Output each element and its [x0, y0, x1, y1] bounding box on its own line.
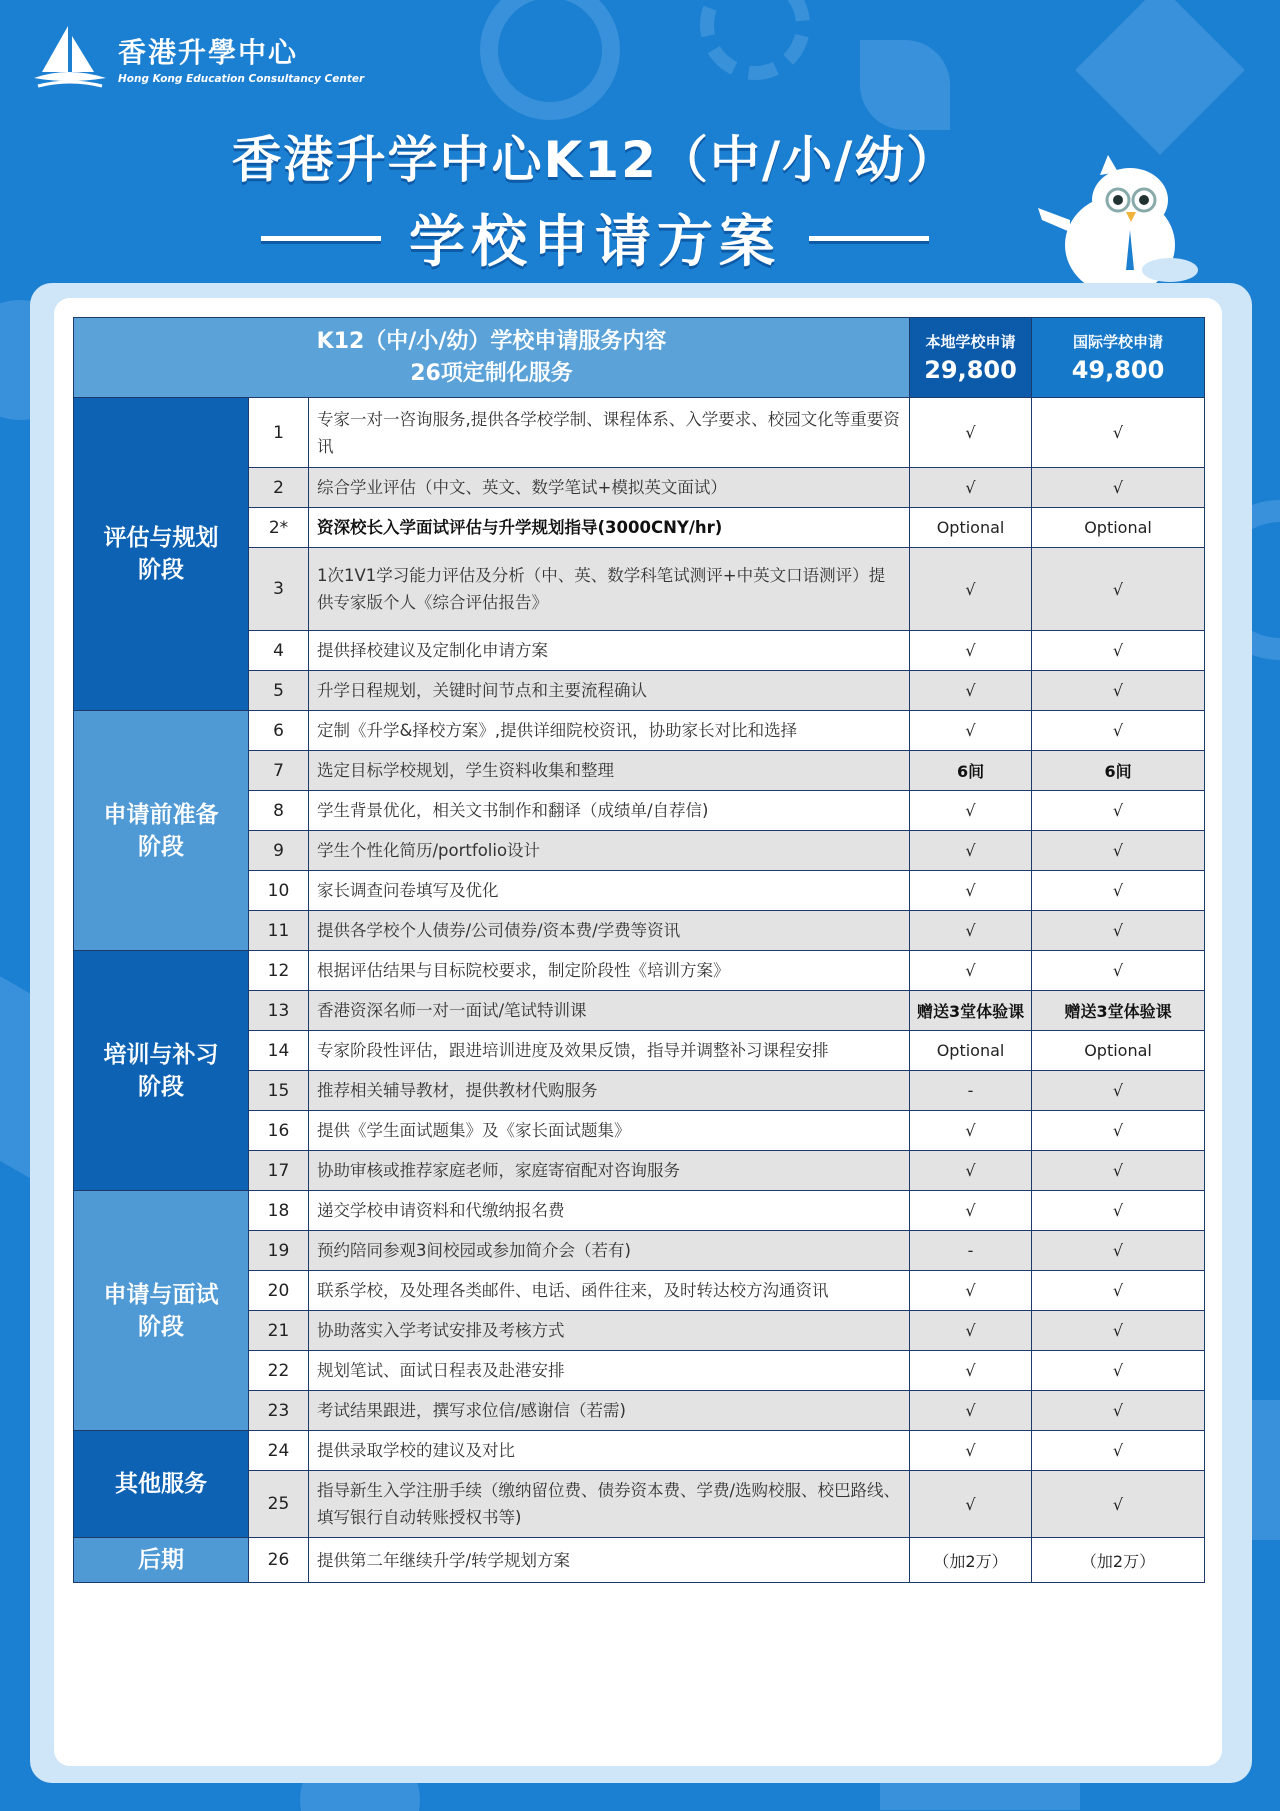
local-value: √: [910, 1271, 1032, 1311]
row-description: 递交学校申请资料和代缴纳报名费: [309, 1191, 910, 1231]
row-number: 16: [249, 1111, 309, 1151]
table-header-title: [74, 318, 910, 398]
stage-label-line2: 阶段: [138, 1073, 184, 1100]
local-value: √: [910, 1151, 1032, 1191]
row-number: 8: [249, 791, 309, 831]
local-value: √: [910, 398, 1032, 468]
table-row: [74, 1538, 1205, 1583]
row-description: 选定目标学校规划，学生资料收集和整理: [309, 751, 910, 791]
row-number: 24: [249, 1431, 309, 1471]
intl-value: √: [1032, 1271, 1205, 1311]
row-description: 1次1V1学习能力评估及分析（中、英、数学科笔试测评+中英文口语测评）提供专家版个人《综合评估报告》: [309, 548, 910, 631]
local-value: √: [910, 871, 1032, 911]
intl-value: √: [1032, 911, 1205, 951]
local-value: √: [910, 1311, 1032, 1351]
table-row: [74, 1431, 1205, 1471]
row-description: 学生个性化简历/portfolio设计: [309, 831, 910, 871]
row-number: 26: [249, 1538, 309, 1583]
intl-value: √: [1032, 671, 1205, 711]
intl-value: √: [1032, 1231, 1205, 1271]
intl-value: 赠送3堂体验课: [1032, 991, 1205, 1031]
owl-mascot-icon: [1030, 150, 1210, 290]
intl-value: √: [1032, 468, 1205, 508]
row-number: 6: [249, 711, 309, 751]
stage-label: [74, 1431, 249, 1538]
page-title: 香港升学中心K12（中/小/幼）: [231, 131, 959, 189]
row-number: 5: [249, 671, 309, 711]
row-description: 提供各学校个人债券/公司债券/资本费/学费等资讯: [309, 911, 910, 951]
header-line1: K12（中/小/幼）学校申请服务内容: [316, 328, 667, 354]
intl-value: √: [1032, 398, 1205, 468]
stage-label-line2: 阶段: [138, 1313, 184, 1340]
row-number: 2*: [249, 508, 309, 548]
intl-value: Optional: [1032, 508, 1205, 548]
stage-label-line2: 阶段: [138, 557, 184, 583]
stage-label-line2: 阶段: [138, 833, 184, 860]
title-rule-left: [261, 236, 381, 241]
stage-label-line1: 评估与规划: [103, 525, 219, 551]
row-description: 香港资深名师一对一面试/笔试特训课: [309, 991, 910, 1031]
intl-value: √: [1032, 1431, 1205, 1471]
row-description: 定制《升学&择校方案》,提供详细院校资讯，协助家长对比和选择: [309, 711, 910, 751]
local-value: Optional: [910, 508, 1032, 548]
intl-value: Optional: [1032, 1031, 1205, 1071]
row-description: 家长调查问卷填写及优化: [309, 871, 910, 911]
local-value: √: [910, 671, 1032, 711]
row-description: 指导新生入学注册手续（缴纳留位费、债券资本费、学费/选购校服、校巴路线、填写银行自动转账授权书等): [309, 1471, 910, 1538]
row-number: 1: [249, 398, 309, 468]
stage-label: [74, 951, 249, 1191]
local-value: 赠送3堂体验课: [910, 991, 1032, 1031]
row-description: 专家一对一咨询服务,提供各学校学制、课程体系、入学要求、校园文化等重要资讯: [309, 398, 910, 468]
page-subtitle: [0, 198, 1190, 278]
row-number: 7: [249, 751, 309, 791]
local-value: 6间: [910, 751, 1032, 791]
row-description: 考试结果跟进，撰写求位信/感谢信（若需): [309, 1391, 910, 1431]
row-number: 4: [249, 631, 309, 671]
row-description: 协助落实入学考试安排及考核方式: [309, 1311, 910, 1351]
intl-value: √: [1032, 1151, 1205, 1191]
header-intl: [1032, 318, 1205, 398]
row-description: 规划笔试、面试日程表及赴港安排: [309, 1351, 910, 1391]
page-subtitle-text: 学校申请方案: [409, 210, 781, 275]
row-description: 综合学业评估（中文、英文、数学笔试+模拟英文面试）: [309, 468, 910, 508]
stage-label-line1: 申请前准备: [103, 801, 219, 828]
row-number: 13: [249, 991, 309, 1031]
header-intl-label: 国际学校申请: [1073, 333, 1164, 351]
local-value: √: [910, 548, 1032, 631]
local-value: Optional: [910, 1031, 1032, 1071]
header-local: [910, 318, 1032, 398]
intl-value: √: [1032, 1111, 1205, 1151]
local-value: √: [910, 791, 1032, 831]
row-number: 2: [249, 468, 309, 508]
row-description: 升学日程规划，关键时间节点和主要流程确认: [309, 671, 910, 711]
row-number: 15: [249, 1071, 309, 1111]
intl-value: √: [1032, 791, 1205, 831]
local-value: √: [910, 911, 1032, 951]
row-number: 23: [249, 1391, 309, 1431]
row-number: 22: [249, 1351, 309, 1391]
row-description: 提供择校建议及定制化申请方案: [309, 631, 910, 671]
row-description: 专家阶段性评估，跟进培训进度及效果反馈，指导并调整补习课程安排: [309, 1031, 910, 1071]
local-value: √: [910, 1471, 1032, 1538]
intl-value: √: [1032, 831, 1205, 871]
row-description: 推荐相关辅导教材，提供教材代购服务: [309, 1071, 910, 1111]
row-number: 20: [249, 1271, 309, 1311]
intl-value: √: [1032, 1391, 1205, 1431]
row-description: 根据评估结果与目标院校要求，制定阶段性《培训方案》: [309, 951, 910, 991]
intl-value: √: [1032, 631, 1205, 671]
row-number: 10: [249, 871, 309, 911]
header-line2: 26项定制化服务: [410, 360, 573, 386]
local-value: （加2万）: [910, 1538, 1032, 1583]
stage-label: [74, 1538, 249, 1583]
row-number: 17: [249, 1151, 309, 1191]
row-description: 资深校长入学面试评估与升学规划指导(3000CNY/hr): [309, 508, 910, 548]
local-value: √: [910, 711, 1032, 751]
intl-value: √: [1032, 1311, 1205, 1351]
row-number: 9: [249, 831, 309, 871]
stage-label-line1: 后期: [138, 1547, 184, 1573]
stage-label: [74, 398, 249, 711]
header-local-price: 29,800: [924, 356, 1017, 384]
intl-value: 6间: [1032, 751, 1205, 791]
row-number: 11: [249, 911, 309, 951]
row-description: 预约陪同参观3间校园或参加简介会（若有): [309, 1231, 910, 1271]
row-number: 21: [249, 1311, 309, 1351]
local-value: √: [910, 1351, 1032, 1391]
intl-value: √: [1032, 951, 1205, 991]
stage-label-line1: 其他服务: [115, 1471, 207, 1497]
local-value: -: [910, 1071, 1032, 1111]
row-description: 协助审核或推荐家庭老师，家庭寄宿配对咨询服务: [309, 1151, 910, 1191]
row-number: 18: [249, 1191, 309, 1231]
table-row: [74, 398, 1205, 468]
intl-value: √: [1032, 1351, 1205, 1391]
intl-value: √: [1032, 548, 1205, 631]
intl-value: √: [1032, 1071, 1205, 1111]
title-rule-right: [809, 236, 929, 241]
row-number: 3: [249, 548, 309, 631]
local-value: -: [910, 1231, 1032, 1271]
local-value: √: [910, 631, 1032, 671]
header-intl-price: 49,800: [1071, 356, 1165, 384]
row-description: 提供第二年继续升学/转学规划方案: [309, 1538, 910, 1583]
intl-value: √: [1032, 1471, 1205, 1538]
brand-name-cn: 香港升學中心: [118, 37, 299, 68]
table-row: [74, 711, 1205, 751]
local-value: √: [910, 468, 1032, 508]
intl-value: （加2万）: [1032, 1538, 1205, 1583]
local-value: √: [910, 951, 1032, 991]
stage-label: [74, 1191, 249, 1431]
intl-value: √: [1032, 711, 1205, 751]
row-number: 12: [249, 951, 309, 991]
stage-label-line1: 培训与补习: [103, 1041, 219, 1068]
table-row: [74, 1191, 1205, 1231]
brand-name-en: Hong Kong Education Consultancy Center: [118, 73, 365, 85]
stage-label: [74, 711, 249, 951]
header-local-label: 本地学校申请: [925, 333, 1016, 351]
row-number: 19: [249, 1231, 309, 1271]
intl-value: √: [1032, 871, 1205, 911]
table-row: [74, 951, 1205, 991]
local-value: √: [910, 831, 1032, 871]
row-description: 提供录取学校的建议及对比: [309, 1431, 910, 1471]
service-table: [73, 317, 1205, 1583]
local-value: √: [910, 1191, 1032, 1231]
row-number: 14: [249, 1031, 309, 1071]
local-value: √: [910, 1431, 1032, 1471]
local-value: √: [910, 1391, 1032, 1431]
row-number: 25: [249, 1471, 309, 1538]
intl-value: √: [1032, 1191, 1205, 1231]
row-description: 学生背景优化，相关文书制作和翻译（成绩单/自荐信): [309, 791, 910, 831]
brand-logo: [28, 22, 364, 94]
sailboat-logo-icon: [28, 22, 110, 94]
local-value: √: [910, 1111, 1032, 1151]
row-description: 提供《学生面试题集》及《家长面试题集》: [309, 1111, 910, 1151]
stage-label-line1: 申请与面试: [103, 1281, 219, 1308]
row-description: 联系学校，及处理各类邮件、电话、函件往来，及时转达校方沟通资讯: [309, 1271, 910, 1311]
